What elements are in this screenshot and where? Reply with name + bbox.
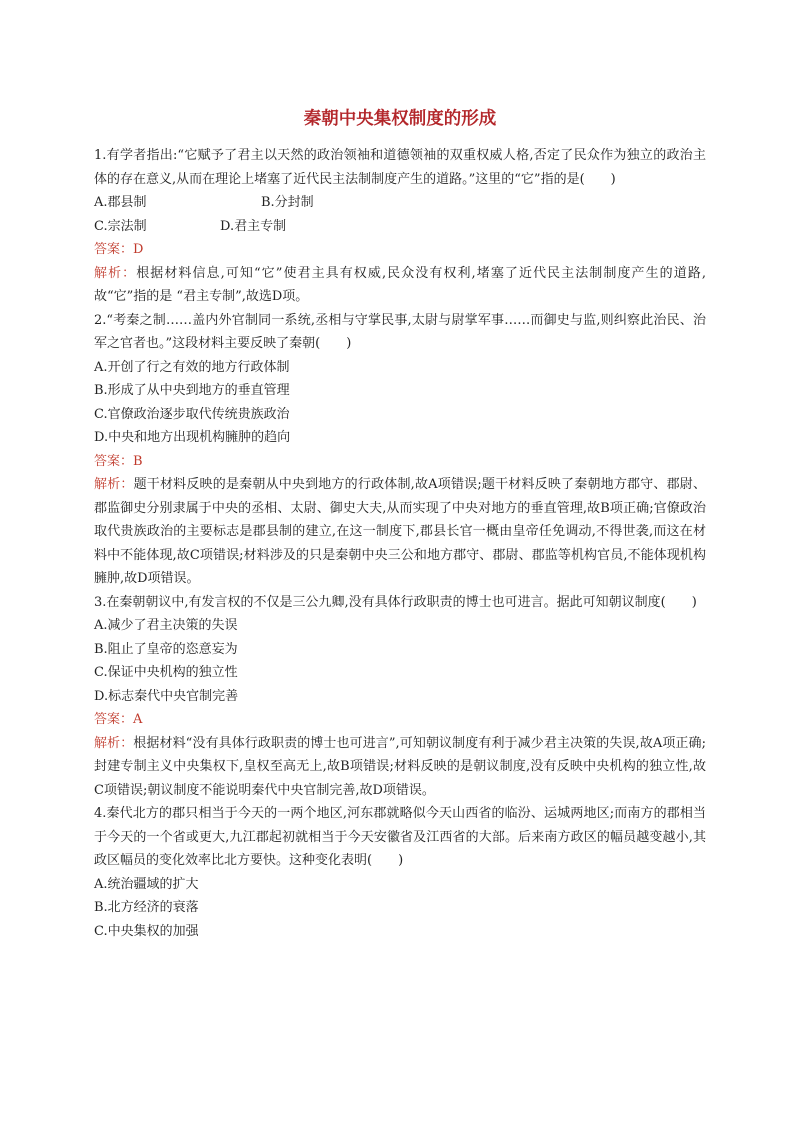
question-2-option-d: D.中央和地方出现机构臃肿的趋向 [94,430,291,445]
document-content [94,104,706,943]
question-3-option-c: C.保证中央机构的独立性 [94,665,238,680]
question-2-explanation-text: 题干材料反映的是秦朝从中央到地方的行政体制,故A项错误;题干材料反映了秦朝地方郡守、郡尉、郡监御史分别隶属于中央的丞相、太尉、御史大夫,从而实现了中央对地方的垂直管理,故B项正确;官僚政治取代贵族政治的主要标志是郡县制的建立,在这一制度下,郡县长官一概由皇帝任免调动,不得世袭,而这在材料中不能体现,故C项错误;材料涉及的只是秦朝中央三公和地方郡守、郡尉、郡监等机构官员,不能体现机构臃肿,故D项错误。 [94,477,706,586]
question-4-option-a: A.统治疆域的扩大 [94,876,199,892]
question-2-explanation [94,473,706,591]
explanation-label: 解析： [94,265,137,281]
question-2-answer: 答案：B [94,453,143,469]
question-3-explanation [94,732,706,803]
question-4-option-b: B.北方经济的衰落 [94,900,199,915]
question-2-stem: 2.“考秦之制……盖内外官制同一系统,丞相与守掌民事,太尉与尉掌军事……而御史与监,则纠察此治民、治军之官者也。”这段材料主要反映了秦朝( ) [94,312,706,351]
question-3-option-a: A.减少了君主决策的失误 [94,618,238,633]
question-1-options-row-1 [94,191,706,215]
question-1-options-row-2 [94,215,706,239]
explanation-label: 解析： [94,735,134,751]
question-1-option-d: D.君主专制 [220,218,287,234]
question-4-option-c: C.中央集权的加强 [94,923,199,939]
question-1-option-b: B.分封制 [261,195,314,210]
question-3-explanation-text: 根据材料“没有具体行政职责的博士也可进言”,可知朝议制度有利于减少君主决策的失误,故A项正确;封建专制主义中央集权下,皇权至高无上,故B项错误;材料反映的是朝议制度,没有反映中央机构的独立性,故C项错误;朝议制度不能说明秦代中央官制完善,故D项错误。 [94,735,706,798]
explanation-label: 解析： [94,477,134,492]
question-1-stem: 1.有学者指出:“它赋予了君主以天然的政治领袖和道德领袖的双重权威人格,否定了民众作为独立的政治主体的存在意义,从而在理论上堵塞了近代民主法制制度产生的道路。”这里的“它”指的是( ) [94,148,706,187]
page-title: 秦朝中央集权制度的形成 [303,109,497,129]
question-1-explanation-text: 根据材料信息,可知“它”使君主具有权威,民众没有权利,堵塞了近代民主法制制度产生的道路,故“它”指的是 “君主专制”,故选D项。 [94,265,706,304]
question-3-option-d: D.标志秦代中央官制完善 [94,688,239,704]
question-3-stem: 3.在秦朝朝议中,有发言权的不仅是三公九卿,没有具体行政职责的博士也可进言。据此可知朝议制度( ) [94,594,697,610]
question-2-option-a: A.开创了行之有效的地方行政体制 [94,359,290,375]
question-3-option-b: B.阻止了皇帝的恣意妄为 [94,641,238,657]
question-1-option-a: A.郡县制 [94,195,147,210]
question-3-answer: 答案：A [94,712,143,727]
question-4-stem: 4.秦代北方的郡只相当于今天的一两个地区,河东郡就略似今天山西省的临汾、运城两地区;而南方的郡相当于今天的一个省或更大,九江郡起初就相当于今天安徽省及江西省的大部。后来南方政区的幅员越变越小,其政区幅员的变化效率比北方要快。这种变化表明( ) [94,806,706,868]
question-2-option-b: B.形成了从中央到地方的垂直管理 [94,383,290,398]
question-1-answer: 答案：D [94,242,144,257]
question-2-option-c: C.官僚政治逐步取代传统贵族政治 [94,406,290,422]
question-1-option-c: C.宗法制 [94,218,147,234]
question-1-explanation [94,262,706,309]
